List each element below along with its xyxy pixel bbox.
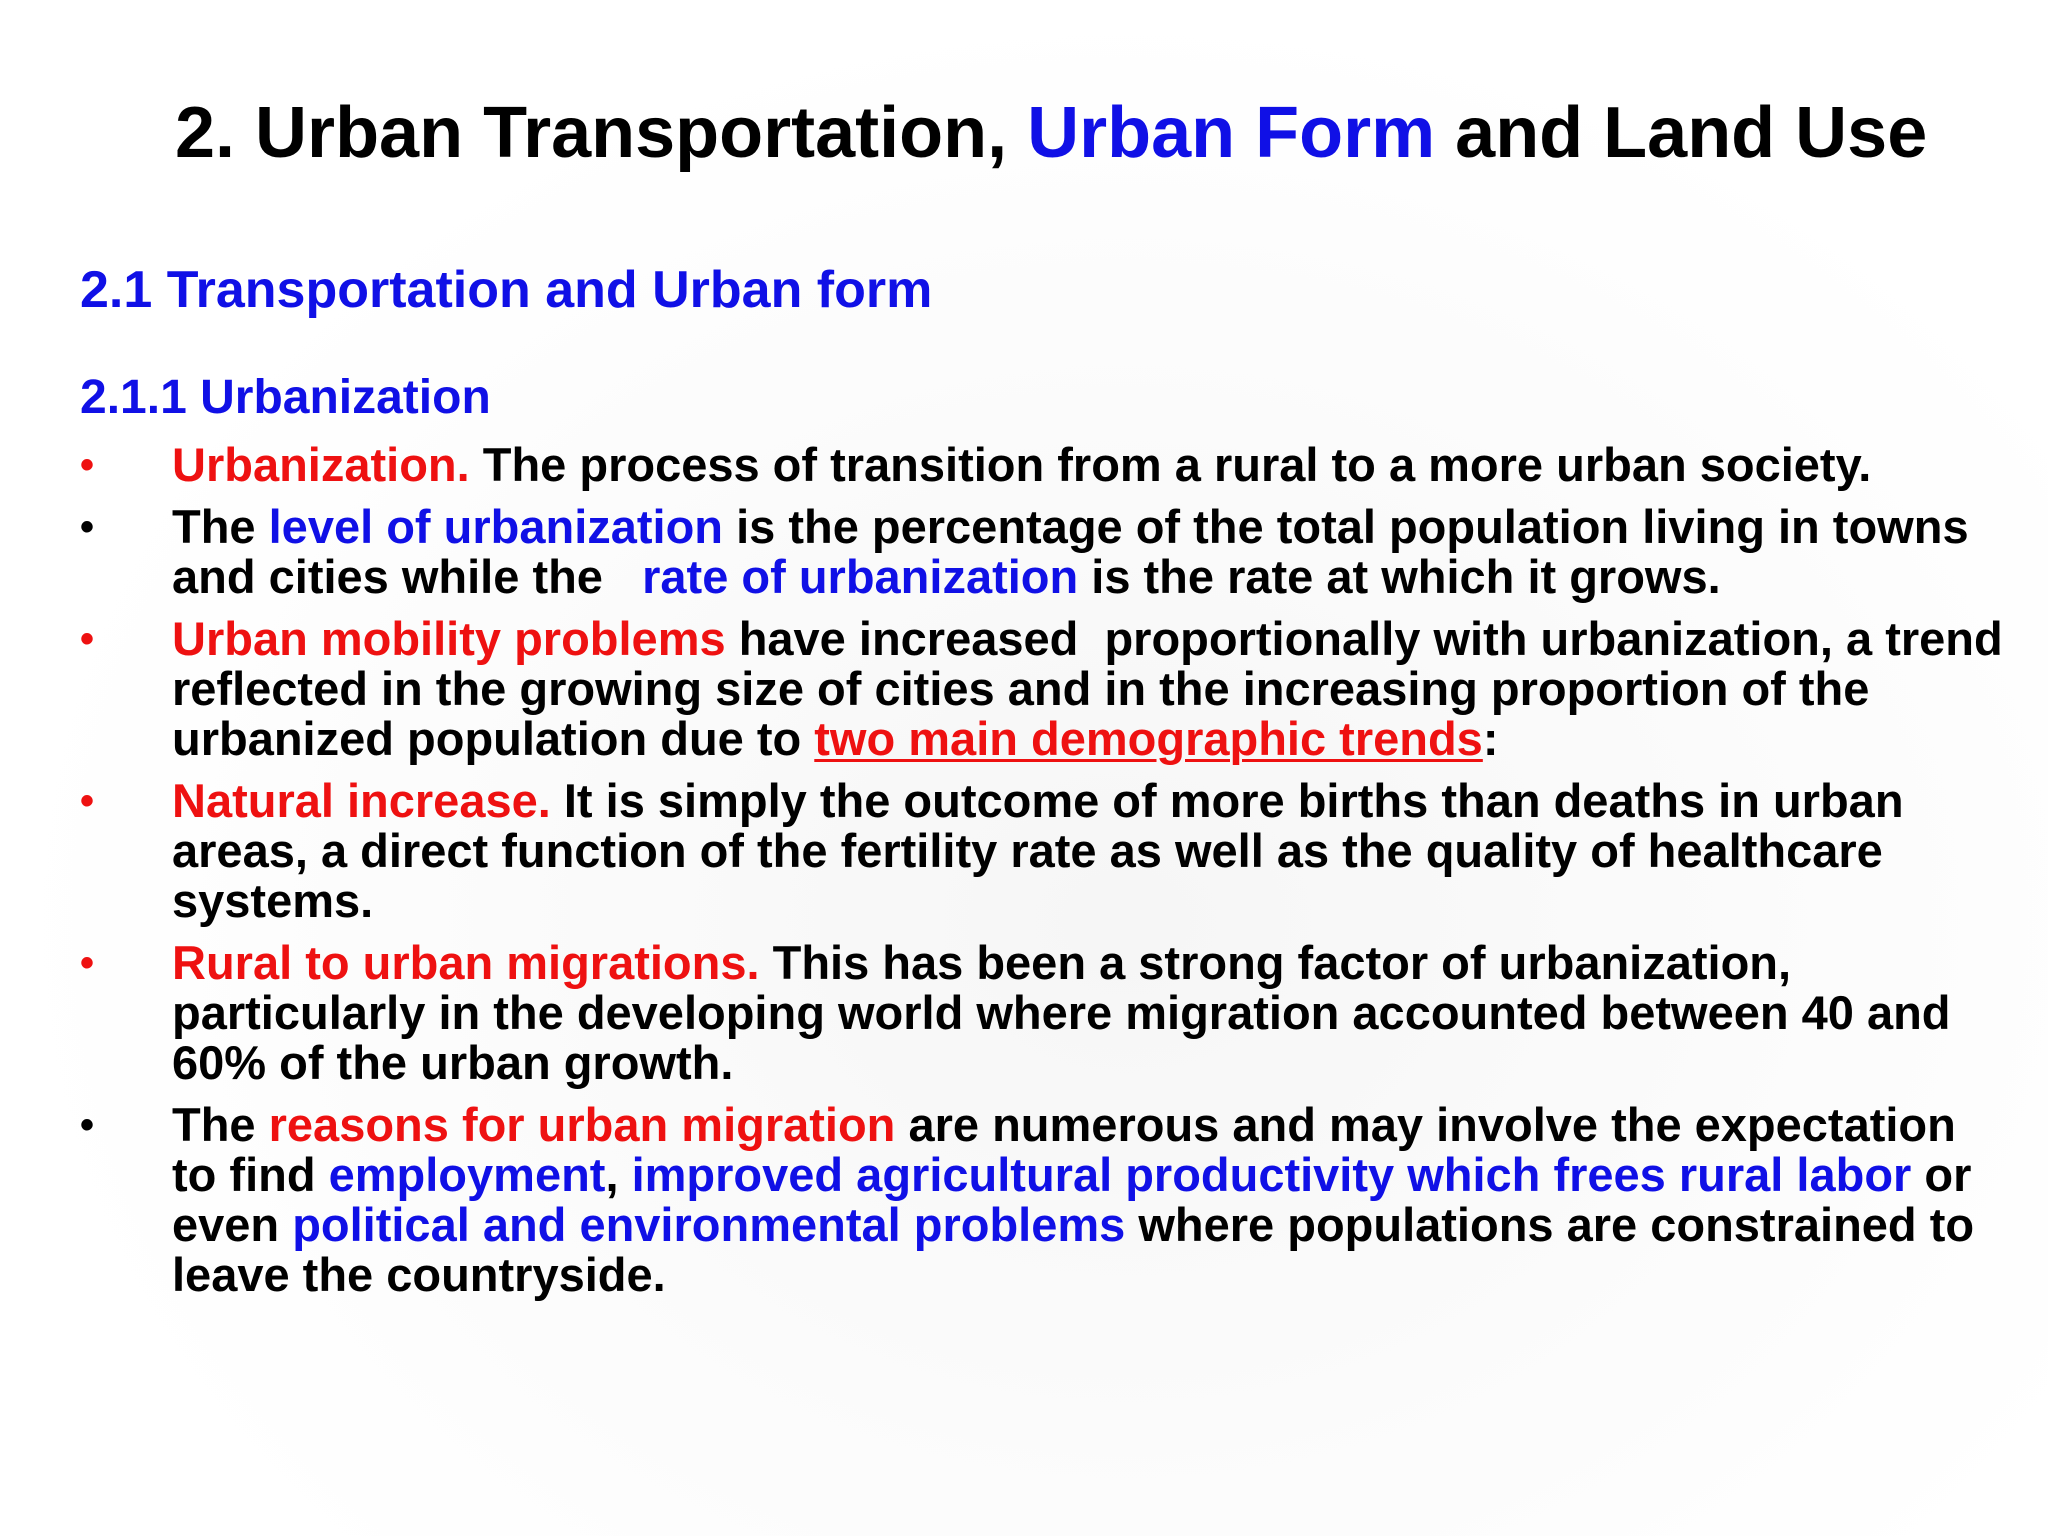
bullet-text [172,936,1964,1089]
bullet-item [0,502,2048,602]
bullet-segment: The process of transition from a rural to a more urban society. [469,438,1872,491]
bullet-item [0,1100,2048,1300]
bullet-segment: where populations are constrained to leave the countryside. [172,1198,1988,1301]
bullet-segment: Urbanization. [172,438,470,491]
bullet-text [172,774,1917,927]
bullet-marker: • [80,617,95,661]
bullet-segment: Natural increase. [172,774,551,827]
subsection-heading: 2.1.1 Urbanization [80,371,491,424]
bullet-text [172,612,2016,765]
bullet-segment: Rural to urban migrations. [172,936,760,989]
bullet-segment: have increased proportionally with urbanization, a trend reflected in the growing size of cities and in the increasing proportion of the urbanized population due to [172,612,2016,765]
section-heading: 2.1 Transportation and Urban form [80,261,933,319]
bullet-segment: is the percentage of the total population living in towns and cities while the [172,500,1982,603]
bullet-text [172,438,1871,491]
bullet-segment: are numerous and may involve the expectation to find [172,1098,1969,1201]
bullet-segment: Urban mobility problems [172,612,726,665]
bullet-marker: • [80,1103,95,1147]
bullet-segment: rate of urbanization [642,550,1079,603]
bullet-segment: employment [328,1148,606,1201]
bullet-segment: is the rate at which it grows. [1078,550,1721,603]
bullet-marker: • [80,443,95,487]
bullet-segment: It is simply the outcome of more births than deaths in urban areas, a direct function of the fertility rate as well as the quality of healthcare systems. [172,774,1917,927]
bullet-segment: , [605,1148,632,1201]
bullet-text [172,500,1982,603]
bullet-segment: two main demographic trends [814,712,1483,765]
bullet-item [0,614,2048,764]
bullet-text [172,1098,1987,1301]
slide-title [175,90,1927,176]
title-part-2-highlight: Urban Form [1027,93,1436,173]
bullet-segment: : [1482,712,1499,765]
bullet-list [0,440,2048,1312]
bullet-item [0,776,2048,926]
bullet-item [0,440,2048,490]
bullet-item [0,938,2048,1088]
bullet-segment: The [172,500,269,553]
bullet-segment: improved agricultural productivity which frees rural labor [631,1148,1912,1201]
bullet-marker: • [80,779,95,823]
bullet-segment: The [172,1098,269,1151]
title-part-3: and Land Use [1435,93,1928,173]
bullet-segment: This has been a strong factor of urbanization, particularly in the developing world where migration accounted between 40 and 60% of the urban growth. [172,936,1964,1089]
bullet-segment: political and environmental problems [292,1198,1126,1251]
bullet-segment: level of urbanization [268,500,724,553]
bullet-segment: or even [172,1148,1985,1251]
title-part-1: 2. Urban Transportation, [175,93,1028,173]
bullet-marker: • [80,505,95,549]
bullet-marker: • [80,941,95,985]
bullet-segment: reasons for urban migration [268,1098,896,1151]
